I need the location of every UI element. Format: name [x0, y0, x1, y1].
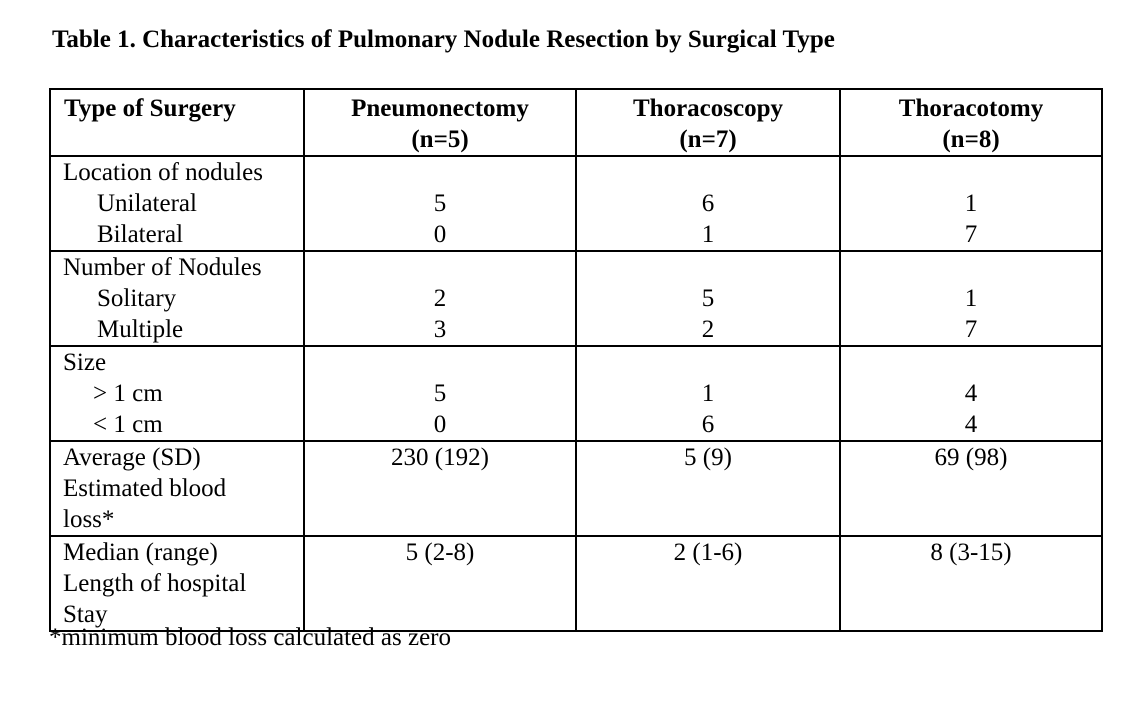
row-label: Multiple: [97, 316, 184, 343]
location-label-cell: [50, 156, 304, 251]
size-thoracotomy: [840, 346, 1102, 441]
number-pneumonectomy: [304, 251, 576, 346]
cell-value: 3: [433, 316, 447, 343]
row-label: Solitary: [97, 285, 177, 312]
hospital-stay-pneumonectomy: 5 (2-8): [304, 536, 576, 631]
cell-value: 5: [701, 285, 715, 312]
cell-value: 5: [433, 190, 447, 217]
blood-loss-row: [50, 441, 1102, 536]
cell-value: 7: [964, 221, 978, 248]
header-thoracotomy: [840, 89, 1102, 156]
characteristics-table: [49, 88, 1103, 632]
row-label: Bilateral: [97, 221, 184, 248]
size-pneumonectomy: [304, 346, 576, 441]
number-thoracoscopy: [576, 251, 840, 346]
blood-loss-thoracotomy: 69 (98): [840, 441, 1102, 536]
cell-value: 0: [433, 411, 447, 438]
footnote: *minimum blood loss calculated as zero: [49, 624, 451, 651]
header-col-name: Thoracotomy: [898, 95, 1044, 122]
size-row: [50, 346, 1102, 441]
cell-value: 6: [701, 190, 715, 217]
cell-value: 4: [964, 411, 978, 438]
row-label-line: Average (SD): [63, 444, 201, 471]
blood-loss-pneumonectomy: 230 (192): [304, 441, 576, 536]
cell-value: 7: [964, 316, 978, 343]
header-col-n: (n=7): [679, 126, 737, 153]
cell-value: 5: [433, 380, 447, 407]
header-type-of-surgery: Type of Surgery: [50, 89, 304, 156]
cell-value: 2: [701, 316, 715, 343]
cell-value: 2: [433, 285, 447, 312]
group-label: Number of Nodules: [63, 254, 262, 281]
row-label-line: Estimated blood: [63, 475, 227, 502]
header-col-name: Thoracoscopy: [633, 95, 783, 122]
header-row: [50, 89, 1102, 156]
hospital-stay-thoracotomy: 8 (3-15): [840, 536, 1102, 631]
size-thoracoscopy: [576, 346, 840, 441]
header-thoracoscopy: [576, 89, 840, 156]
number-thoracotomy: [840, 251, 1102, 346]
header-pneumonectomy: [304, 89, 576, 156]
location-pneumonectomy: [304, 156, 576, 251]
header-col-name: Pneumonectomy: [351, 95, 529, 122]
table-title: Table 1. Characteristics of Pulmonary Nodule Resection by Surgical Type: [52, 26, 835, 53]
row-label: < 1 cm: [93, 411, 163, 438]
blood-loss-label-cell: [50, 441, 304, 536]
row-label-line: Length of hospital: [63, 570, 247, 597]
row-label-line: Median (range): [63, 539, 218, 566]
row-label: Unilateral: [97, 190, 197, 217]
cell-value: 1: [701, 380, 715, 407]
blood-loss-thoracoscopy: 5 (9): [576, 441, 840, 536]
location-row: [50, 156, 1102, 251]
number-row: [50, 251, 1102, 346]
header-col-n: (n=5): [411, 126, 469, 153]
cell-value: 6: [701, 411, 715, 438]
hospital-stay-thoracoscopy: 2 (1-6): [576, 536, 840, 631]
number-label-cell: [50, 251, 304, 346]
cell-value: 1: [964, 285, 978, 312]
group-label: Location of nodules: [63, 159, 263, 186]
cell-value: 1: [964, 190, 978, 217]
location-thoracoscopy: [576, 156, 840, 251]
hospital-stay-row: [50, 536, 1102, 631]
row-label-line: Stay: [63, 601, 108, 628]
row-label-line: loss*: [63, 506, 115, 533]
size-label-cell: [50, 346, 304, 441]
location-thoracotomy: [840, 156, 1102, 251]
cell-value: 4: [964, 380, 978, 407]
cell-value: 1: [701, 221, 715, 248]
cell-value: 0: [433, 221, 447, 248]
row-label: > 1 cm: [93, 380, 163, 407]
group-label: Size: [63, 349, 107, 376]
header-col-n: (n=8): [942, 126, 1000, 153]
hospital-stay-label-cell: [50, 536, 304, 631]
